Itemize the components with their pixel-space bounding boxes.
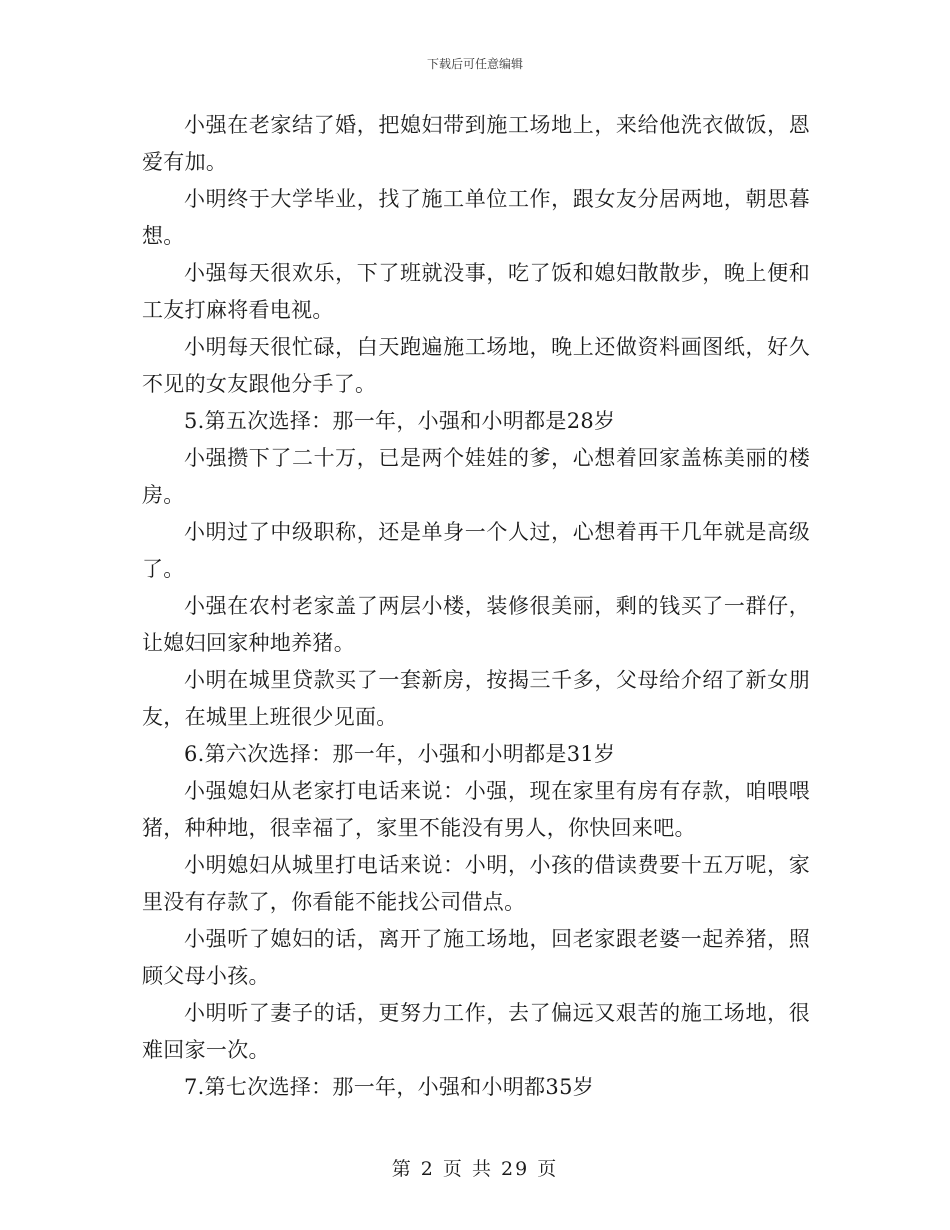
paragraph: 小明终于大学毕业，找了施工单位工作，跟女友分居两地，朝思暮想。 [142, 187, 810, 248]
paragraph: 小明媳妇从城里打电话来说：小明，小孩的借读费要十五万呢，家里没有存款了，你看能不能找公司借点。 [142, 853, 810, 914]
paragraph: 小明过了中级职称，还是单身一个人过，心想着再干几年就是高级了。 [142, 520, 810, 581]
paragraph: 小明每天很忙碌，白天跑遍施工场地，晚上还做资料画图纸，好久不见的女友跟他分手了。 [142, 335, 810, 396]
paragraph: 小强媳妇从老家打电话来说：小强，现在家里有房有存款，咱喂喂猪，种种地，很幸福了，家里不能没有男人，你快回来吧。 [142, 779, 810, 840]
paragraph: 小强每天很欢乐，下了班就没事，吃了饭和媳妇散散步，晚上便和工友打麻将看电视。 [142, 261, 810, 322]
section-heading: 5.第五次选择：那一年，小强和小明都是28岁 [184, 409, 616, 433]
page-header: 下载后可任意编辑 [426, 57, 523, 71]
page-number-footer: 第 2 页 共 29 页 [391, 1158, 559, 1180]
section-heading: 7.第七次选择：那一年，小强和小明都35岁 [184, 1075, 595, 1099]
section-heading: 6.第六次选择：那一年，小强和小明都是31岁 [184, 742, 616, 766]
paragraph: 小明听了妻子的话，更努力工作，去了偏远又艰苦的施工场地，很难回家一次。 [142, 1001, 810, 1062]
paragraph: 小强听了媳妇的话，离开了施工场地，回老家跟老婆一起养猪，照顾父母小孩。 [142, 927, 810, 988]
paragraph: 小明在城里贷款买了一套新房，按揭三千多，父母给介绍了新女朋友，在城里上班很少见面。 [142, 668, 810, 729]
paragraph: 小强在农村老家盖了两层小楼，装修很美丽，剩的钱买了一群仔，让媳妇回家种地养猪。 [142, 594, 810, 655]
paragraph: 小强在老家结了婚，把媳妇带到施工场地上，来给他洗衣做饭，恩爱有加。 [142, 113, 810, 174]
document-body [142, 107, 810, 1106]
paragraph: 小强攒下了二十万，已是两个娃娃的爹，心想着回家盖栋美丽的楼房。 [142, 446, 810, 507]
